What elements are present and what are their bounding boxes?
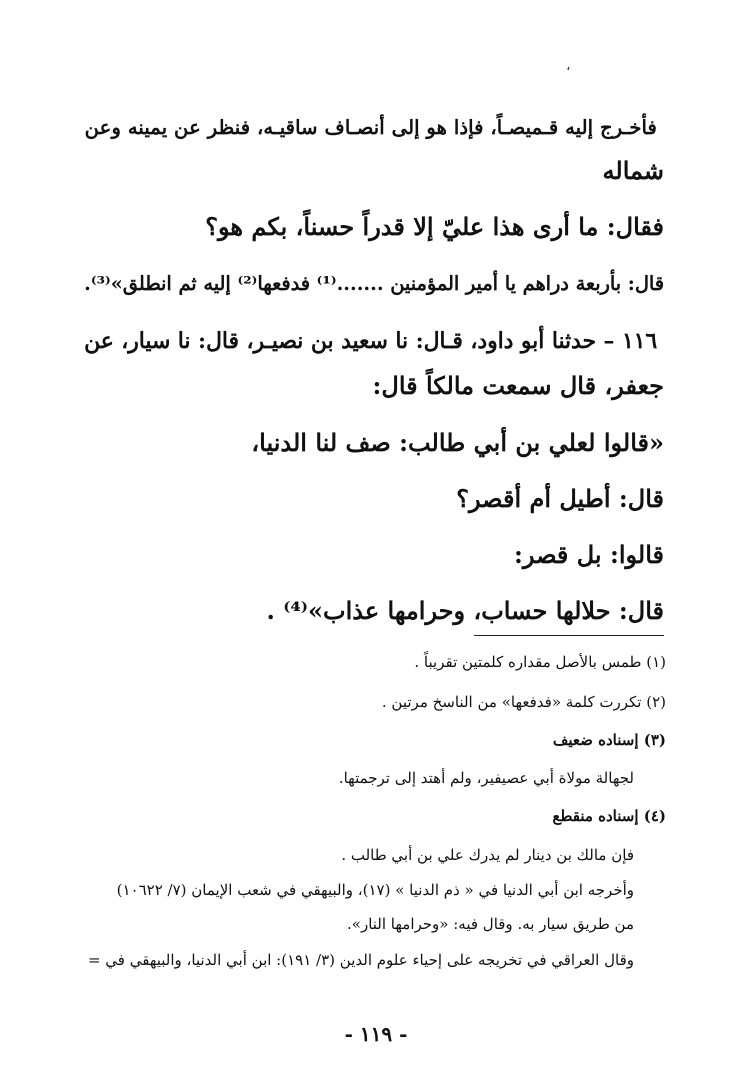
- footnote: (٢) تكررت كلمة «فدفعها» من الناسخ مرتين .: [381, 693, 666, 711]
- body-line: قالوا: بل قصر:: [514, 540, 664, 569]
- footnote-text: وقال العراقي في تخريجه على إحياء علوم الدين (٣/ ١٩١): ابن أبي الدنيا، والبيهقي في =: [87, 951, 634, 969]
- body-line: شماله: [602, 156, 664, 185]
- footnote-text: فإن مالك بن دينار لم يدرك علي بن أبي طالب .: [341, 846, 634, 864]
- footnote-text: وأخرجه ابن أبي الدنيا في « ذم الدنيا » (١٧)، والبيهقي في شعب الإيمان (٧/ ١٠٦٢٢): [116, 881, 634, 899]
- body-line: «قالوا لعلي بن أبي طالب: صف لنا الدنيا،: [251, 428, 664, 457]
- body-line: قال: بأربعة دراهم يا أمير المؤمنين .......⁽¹⁾ فدفعها⁽²⁾ إليه ثم انطلق»⁽³⁾.: [84, 272, 664, 295]
- top-mark: ،: [566, 58, 571, 74]
- body-line: جعفر، قال سمعت مالكاً قال:: [372, 371, 664, 400]
- footnote-text: لجهالة مولاة أبي عصيفير، ولم أهتد إلى ترجمتها.: [338, 769, 634, 787]
- footnote-heading: (٣) إسناده ضعيف: [552, 731, 666, 749]
- body-line: فأخـرج إليه قـميصـاً، فإذا هو إلى أنصـاف ساقيـه، فنظر عن يمينه وعن: [84, 115, 657, 139]
- body-line: قال: أطيل أم أقصر؟: [456, 484, 664, 513]
- footnote-heading: (٤) إسناده منقطع: [552, 807, 666, 825]
- footnote-text: من طريق سيار به. وقال فيه: «وحرامها النار».: [347, 915, 634, 933]
- footnote: (١) طمس بالأصل مقداره كلمتين تقريباً .: [414, 653, 666, 671]
- body-line: قال: حلالها حساب، وحرامها عذاب»⁽⁴⁾ .: [266, 596, 664, 625]
- body-line: فقال: ما أرى هذا عليّ إلا قدراً حسناً، بكم هو؟: [205, 212, 664, 241]
- page-number: - ١١٩ -: [344, 1022, 408, 1046]
- body-line: ١١٦ – حدثنا أبو داود، قـال: نا سعيد بن نصيـر، قال: نا سيار، عن: [84, 329, 657, 354]
- footnote-separator: [474, 635, 664, 636]
